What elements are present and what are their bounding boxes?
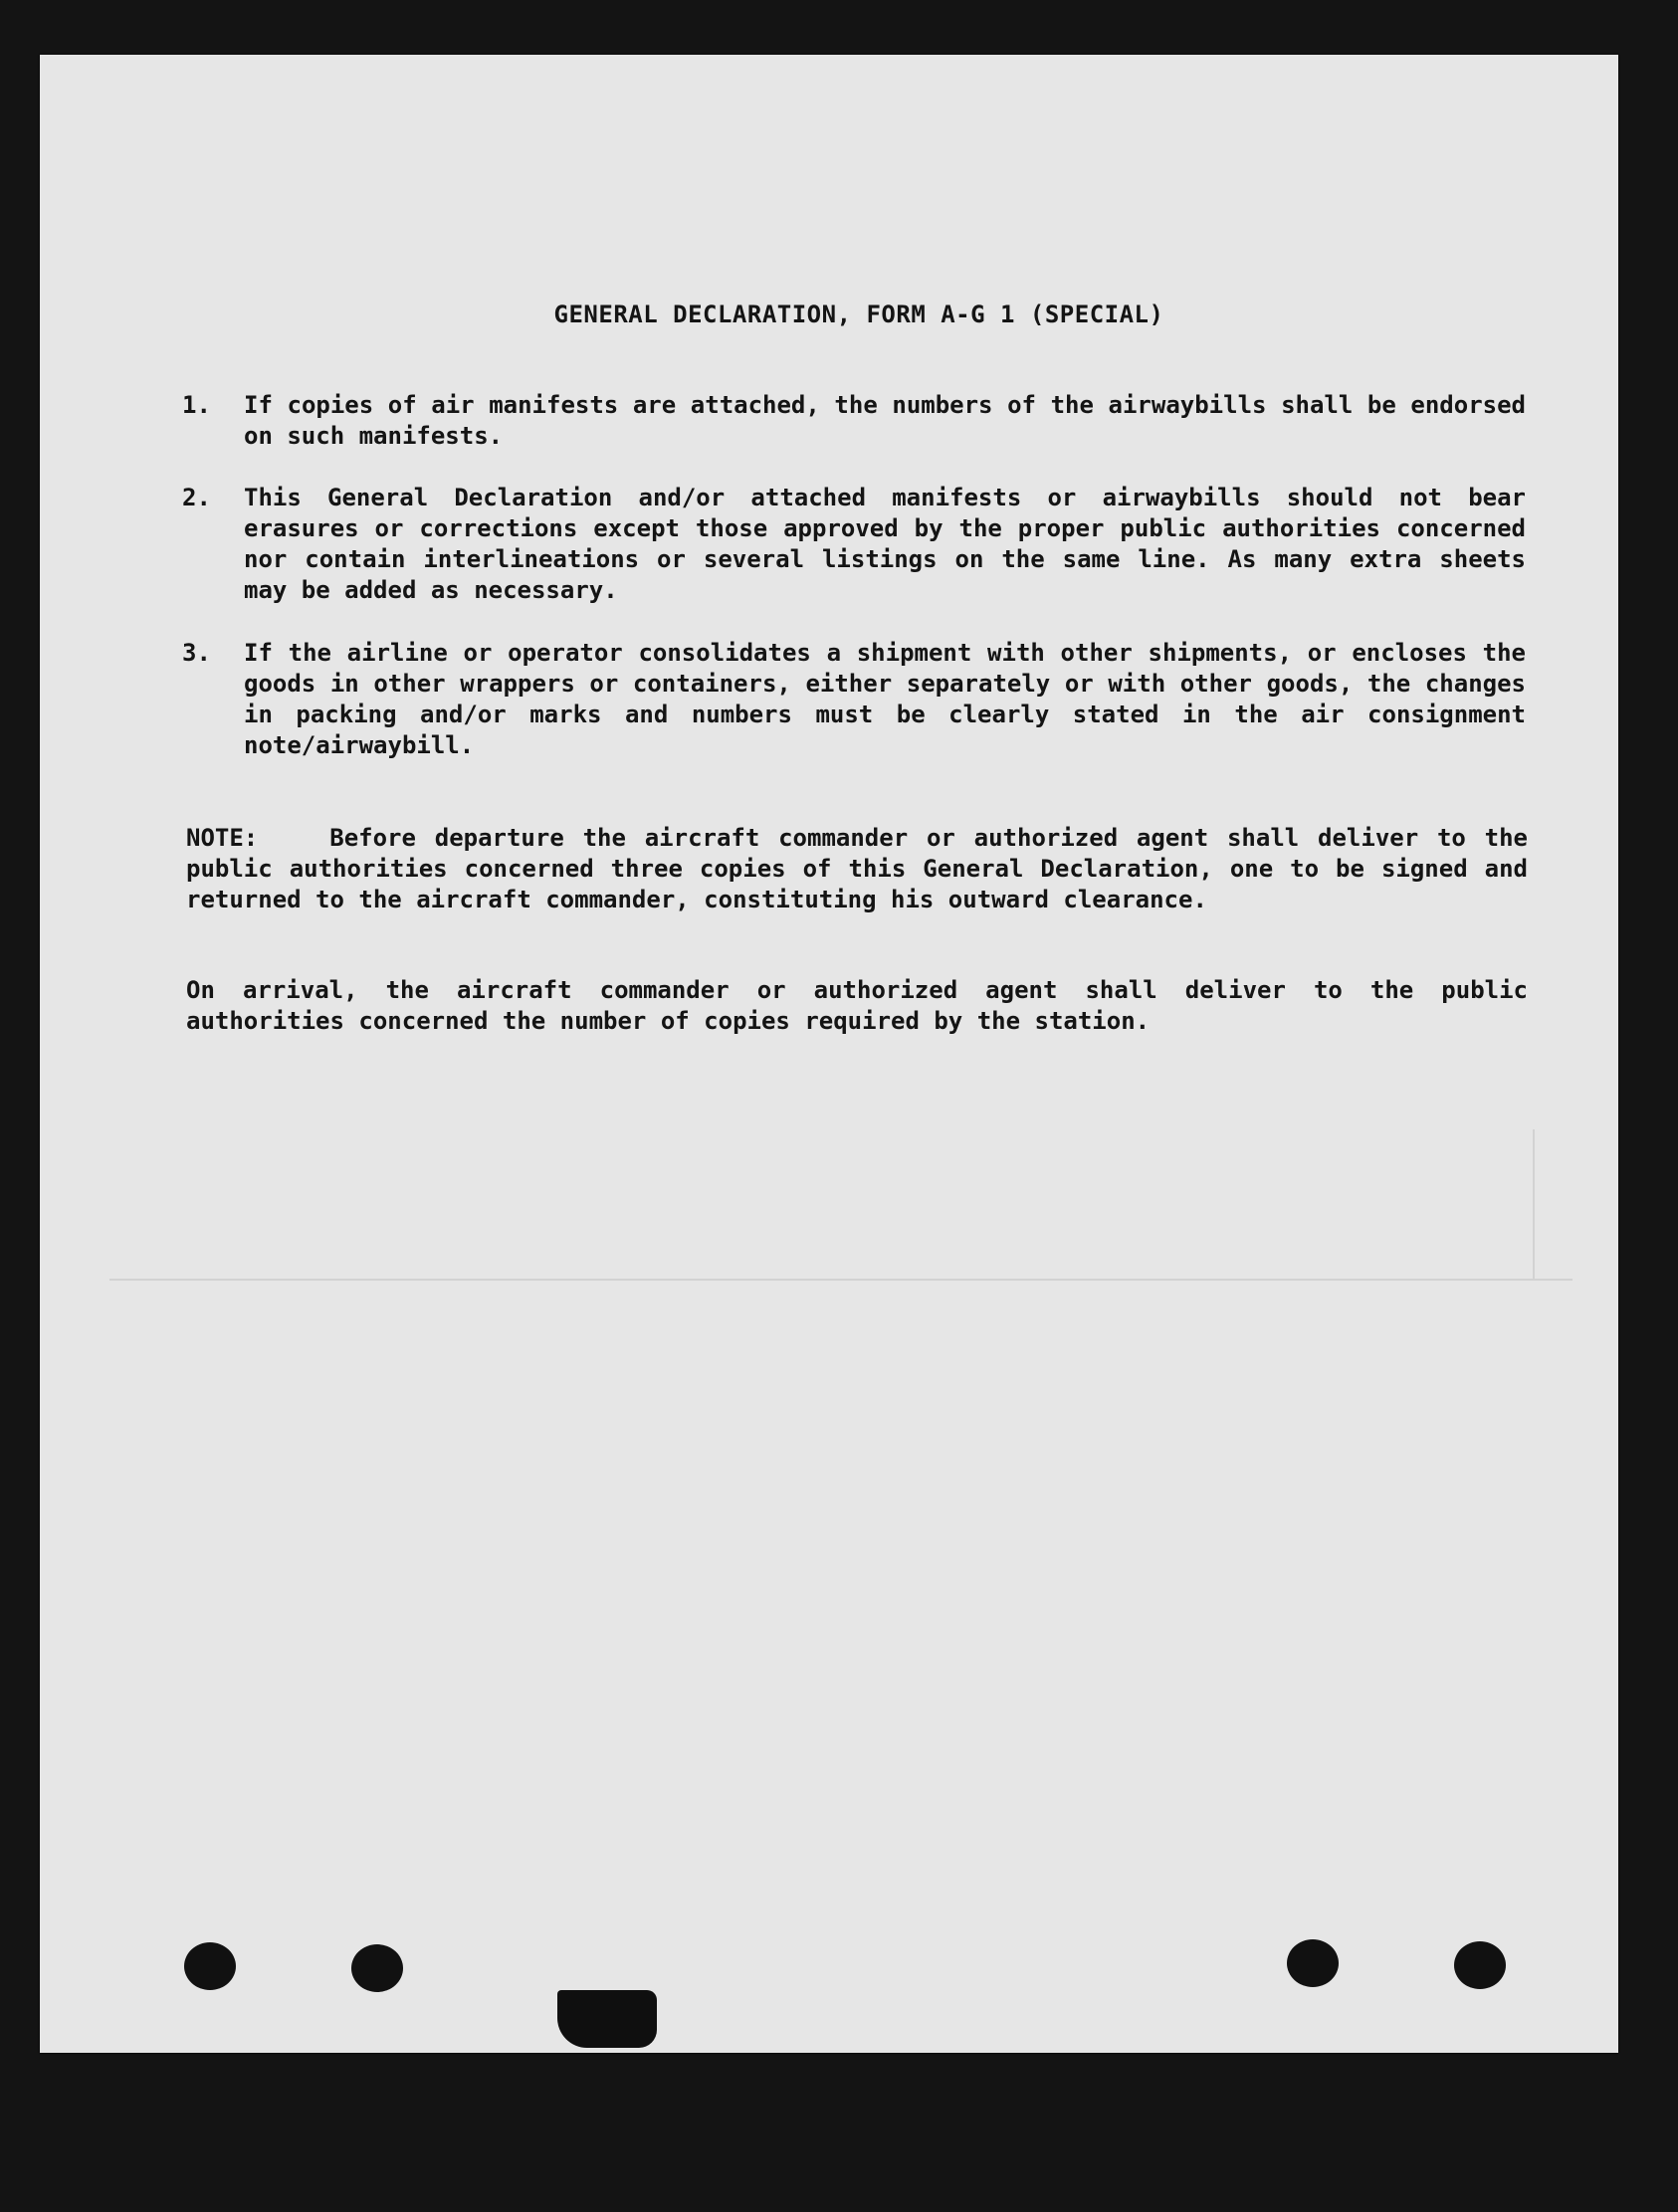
- list-item: [182, 483, 1526, 606]
- punch-hole: [1287, 1939, 1339, 1987]
- item-number: 2.: [182, 484, 211, 511]
- list-item: [182, 390, 1526, 452]
- punch-hole: [184, 1942, 236, 1990]
- punch-hole: [1454, 1941, 1506, 1989]
- item-number: 3.: [182, 639, 211, 667]
- arrival-paragraph: On arrival, the aircraft commander or authorized agent shall deliver to the public authorities concerned the number of copies required by the station.: [186, 976, 1528, 1035]
- list-item: [182, 638, 1526, 761]
- note-label: NOTE:: [186, 824, 259, 852]
- document-page: [40, 55, 1618, 2053]
- punch-hole: [351, 1944, 403, 1992]
- item-text: If the airline or operator consolidates a shipment with other shipments, or encloses the goods in other wrappers or containers, either separately or with other goods, the changes in packing and/or marks and numbers must be clearly stated in the air consignment note/airwaybill.: [244, 639, 1526, 759]
- note-text: Before departure the aircraft commander or authorized agent shall deliver to the public authorities concerned three copies of this General Declaration, one to be signed and returned to the aircraft commander, constituting his outward clearance.: [186, 824, 1528, 913]
- item-text: This General Declaration and/or attached manifests or airwaybills should not bear erasures or corrections except those approved by the proper public authorities concerned nor contain interlineations or several listings on the same line. As many extra sheets may be added as necessary.: [244, 484, 1526, 604]
- document-body: [40, 55, 1618, 2053]
- note-paragraph: [186, 823, 1528, 915]
- item-number: 1.: [182, 391, 211, 419]
- item-text: If copies of air manifests are attached, the numbers of the airwaybills shall be endorsed on such manifests.: [244, 391, 1526, 450]
- paper-tear: [557, 1990, 657, 2048]
- document-title: GENERAL DECLARATION, FORM A-G 1 (SPECIAL): [553, 301, 1164, 328]
